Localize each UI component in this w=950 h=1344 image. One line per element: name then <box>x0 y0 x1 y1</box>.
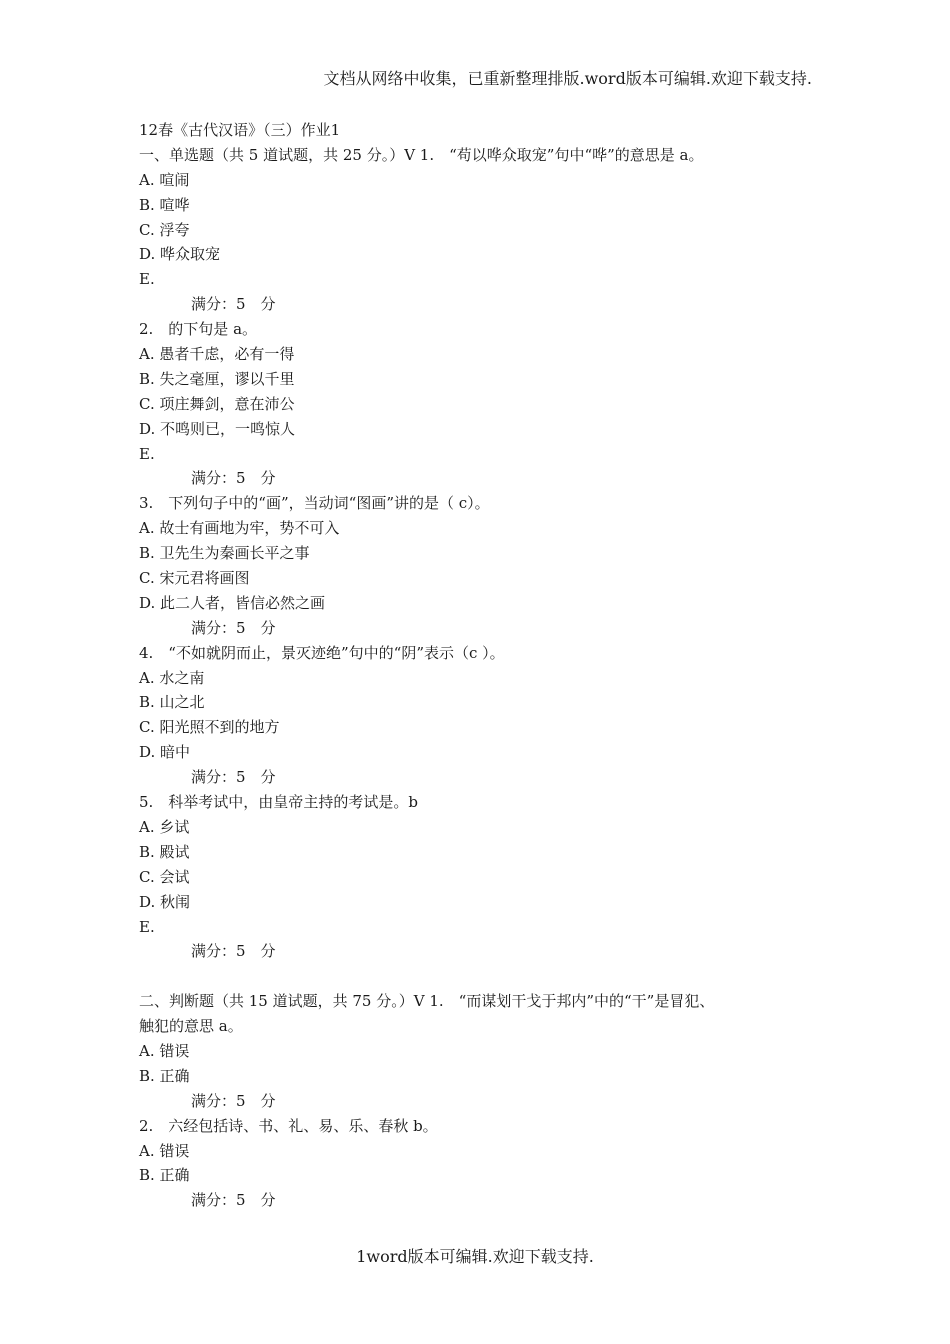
header-note: 文档从网络中收集，已重新整理排版.word版本可编辑.欢迎下载支持. <box>323 69 812 88</box>
option-b: B. 正确 <box>139 1066 190 1085</box>
option-a: A. 愚者千虑，必有一得 <box>139 345 295 364</box>
footer-note: 1word版本可编辑.欢迎下载支持. <box>356 1247 594 1266</box>
option-e: E. <box>139 270 155 289</box>
question-text: 3. 下列句子中的“画”，当动词“图画”讲的是（ c）。 <box>139 494 490 513</box>
score-line: 满分：5 分 <box>191 942 276 961</box>
section1-heading: 一、单选题（共 5 道试题，共 25 分。）V 1. “苟以哗众取宠”句中“哗”的意思是 a。 <box>139 145 704 164</box>
document-title: 12春《古代汉语》（三）作业1 <box>139 121 341 139</box>
score-line: 满分：5 分 <box>191 618 276 637</box>
option-a: A. 错误 <box>139 1141 190 1160</box>
score-line: 满分：5 分 <box>191 1191 276 1210</box>
option-b: B. 殿试 <box>139 842 190 861</box>
option-c: C. 浮夸 <box>139 220 190 239</box>
option-d: D. 此二人者，皆信必然之画 <box>139 593 326 612</box>
option-a: A. 乡试 <box>139 817 190 836</box>
option-b: B. 山之北 <box>139 693 205 712</box>
option-c: C. 会试 <box>139 867 190 886</box>
option-a: A. 喧闹 <box>139 170 190 189</box>
option-b: B. 正确 <box>139 1166 190 1185</box>
option-c: C. 阳光照不到的地方 <box>139 718 280 737</box>
section-spacer <box>139 964 829 989</box>
score-line: 满分：5 分 <box>191 295 276 314</box>
option-b: B. 卫先生为秦画长平之事 <box>139 544 310 563</box>
question-text: 2. 六经包括诗、书、礼、易、乐、春秋 b。 <box>139 1116 438 1135</box>
score-line: 满分：5 分 <box>191 768 276 787</box>
option-a: A. 错误 <box>139 1041 190 1060</box>
option-e: E. <box>139 444 155 463</box>
option-a: A. 水之南 <box>139 668 205 687</box>
option-d: D. 秋闱 <box>139 892 191 911</box>
option-d: D. 暗中 <box>139 743 191 762</box>
option-d: D. 不鸣则已，一鸣惊人 <box>139 419 296 438</box>
section2-heading-cont: 触犯的意思 a。 <box>139 1017 243 1036</box>
score-line: 满分：5 分 <box>191 1091 276 1110</box>
option-c: C. 项庄舞剑，意在沛公 <box>139 394 295 413</box>
score-line: 满分：5 分 <box>191 469 276 488</box>
option-d: D. 哗众取宠 <box>139 245 221 264</box>
section2-heading: 二、判断题（共 15 道试题，共 75 分。）V 1. “而谋划干戈于邦内”中的“干”是冒犯、 <box>139 992 715 1011</box>
option-c: C. 宋元君将画图 <box>139 569 250 588</box>
question-text: 5. 科举考试中，由皇帝主持的考试是。b <box>139 793 418 812</box>
question-text: 2. 的下句是 a。 <box>139 320 258 339</box>
question-text: 4. “不如就阴而止，景灭迹绝”句中的“阴”表示（c ）。 <box>139 643 505 662</box>
option-b: B. 失之毫厘，谬以千里 <box>139 369 295 388</box>
option-b: B. 喧哗 <box>139 195 190 214</box>
option-a: A. 故士有画地为牢，势不可入 <box>139 519 340 538</box>
document-body <box>139 118 829 1213</box>
option-e: E. <box>139 917 155 936</box>
